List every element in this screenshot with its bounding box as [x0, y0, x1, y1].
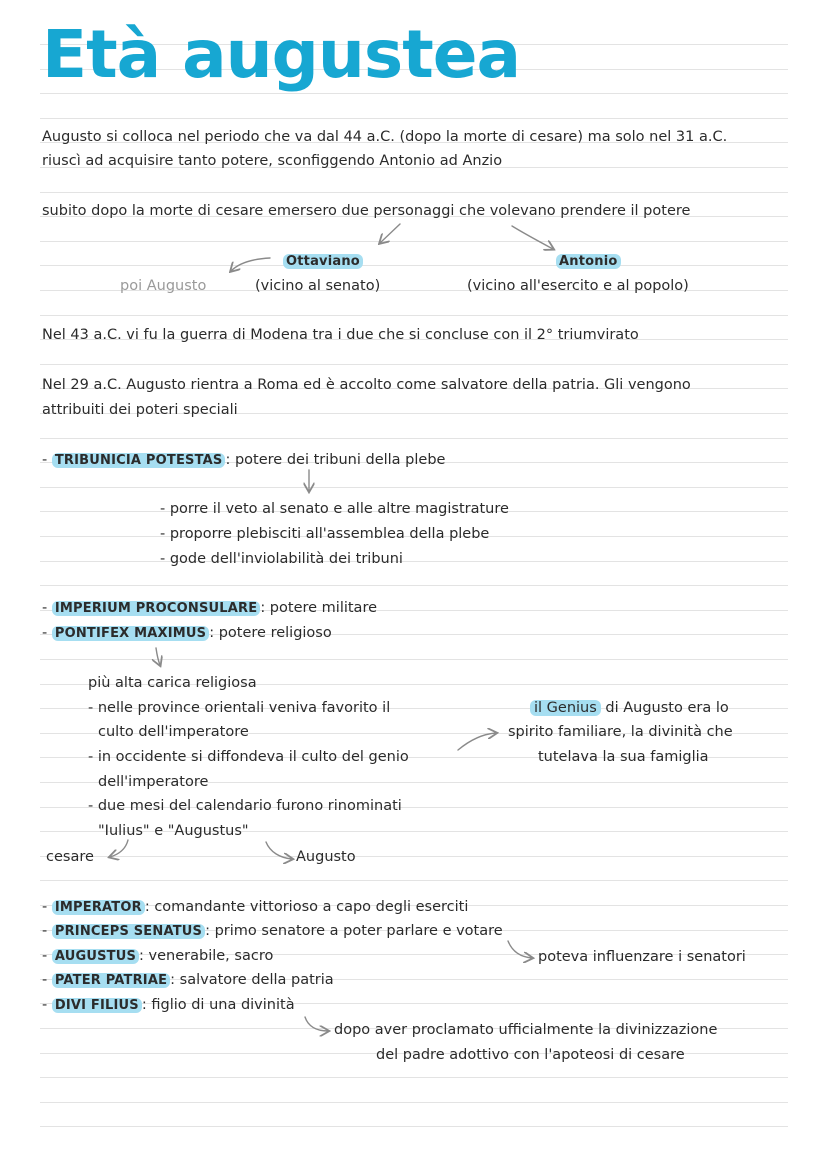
ruled-line — [40, 1077, 788, 1078]
ruled-line — [40, 364, 788, 365]
ruled-line — [40, 1126, 788, 1127]
pontifex-line-6: "Iulius" e "Augustus" — [98, 823, 249, 839]
genius-line-1 — [530, 699, 729, 718]
pontifex-line-4: dell'imperatore — [98, 774, 209, 790]
augusto-label: Augusto — [296, 849, 356, 865]
princeps-highlight: PRINCEPS SENATUS — [52, 924, 205, 939]
ruled-line — [40, 438, 788, 439]
ruled-line — [40, 880, 788, 881]
ruled-line — [40, 659, 788, 660]
tribunicia-item-2: - proporre plebisciti all'assemblea della plebe — [160, 526, 490, 542]
ottaviano-label — [283, 252, 363, 271]
tribunicia-item-1: - porre il veto al senato e alle altre magistrature — [160, 501, 509, 517]
imperium-line: - IMPERIUM PROCONSULARE : potere militare — [42, 600, 378, 616]
page-title: Età augustea — [42, 16, 521, 93]
princeps-note: poteva influenzare i senatori — [538, 949, 746, 965]
genius-line-3: tutelava la sua famiglia — [538, 749, 709, 765]
ruled-line — [40, 315, 788, 316]
ruled-line — [40, 856, 788, 857]
pater-desc: : salvatore della patria — [170, 972, 334, 988]
imperator-desc: : comandante vittorioso a capo degli eserciti — [144, 899, 469, 915]
pontifex-sub: più alta carica religiosa — [88, 675, 257, 691]
pontifex-line-5: - due mesi del calendario furono rinominati — [88, 798, 402, 814]
pontifex-line-1: - nelle province orientali veniva favorito il — [88, 700, 391, 716]
antonio-note: (vicino all'esercito e al popolo) — [467, 278, 689, 294]
ruled-line — [40, 585, 788, 586]
title-item-princeps: - PRINCEPS SENATUS : primo senatore a poter parlare e votare — [42, 923, 503, 939]
imperium-highlight: IMPERIUM PROCONSULARE — [52, 601, 260, 616]
ruled-line — [40, 561, 788, 562]
imperator-highlight: IMPERATOR — [52, 900, 145, 915]
intro-line-2: riuscì ad acquisire tanto potere, sconfiggendo Antonio ad Anzio — [42, 153, 503, 169]
pontifex-highlight: PONTIFEX MAXIMUS — [52, 626, 209, 641]
tribunicia-item-3: - gode dell'inviolabilità dei tribuni — [160, 551, 403, 567]
augustus-desc: : venerabile, sacro — [139, 948, 274, 964]
ruled-line — [40, 265, 788, 266]
pontifex-line-2: culto dell'imperatore — [98, 724, 249, 740]
ruled-line — [40, 241, 788, 242]
tribunicia-desc: : potere dei tribuni della plebe — [225, 452, 446, 468]
ruled-line — [40, 118, 788, 119]
later-name: poi Augusto — [120, 278, 207, 294]
ruled-line — [40, 487, 788, 488]
divi-desc: : figlio di una divinità — [141, 997, 295, 1013]
pater-highlight: PATER PATRIAE — [52, 973, 170, 988]
genius-highlight: il Genius — [530, 700, 601, 716]
intro-line-1: Augusto si colloca nel periodo che va dal 44 a.C. (dopo la morte di cesare) ma solo nel 31 a.C. — [42, 129, 728, 145]
pontifex-desc: : potere religioso — [209, 625, 332, 641]
divi-highlight: DIVI FILIUS — [52, 998, 142, 1013]
title-item-divi: - DIVI FILIUS : figlio di una divinità — [42, 997, 295, 1013]
pontifex-line-3: - in occidente si diffondeva il culto del genio — [88, 749, 409, 765]
ruled-line — [40, 192, 788, 193]
princeps-desc: : primo senatore a poter parlare e votare — [205, 923, 503, 939]
ruled-line — [40, 93, 788, 94]
succession-sentence: subito dopo la morte di cesare emersero due personaggi che volevano prendere il potere — [42, 203, 691, 219]
title-item-augustus: - AUGUSTUS : venerabile, sacro — [42, 948, 274, 964]
title-item-pater: - PATER PATRIAE : salvatore della patria — [42, 972, 334, 988]
genius-rest: di Augusto era lo — [600, 700, 729, 716]
title-item-imperator: - IMPERATOR : comandante vittorioso a capo degli eserciti — [42, 899, 469, 915]
cesare-label: cesare — [46, 849, 94, 865]
imperium-desc: : potere militare — [260, 600, 378, 616]
rome-line-1: Nel 29 a.C. Augusto rientra a Roma ed è accolto come salvatore della patria. Gli vengono — [42, 377, 691, 393]
modena-line: Nel 43 a.C. vi fu la guerra di Modena tra i due che si concluse con il 2° triumvirato — [42, 327, 639, 343]
tribunicia-line: - TRIBUNICIA POTESTAS : potere dei tribuni della plebe — [42, 452, 446, 468]
antonio-label — [556, 252, 621, 271]
ottaviano-note: (vicino al senato) — [255, 278, 381, 294]
pontifex-line: - PONTIFEX MAXIMUS : potere religioso — [42, 625, 332, 641]
ruled-line — [40, 1102, 788, 1103]
augustus-highlight: AUGUSTUS — [52, 949, 139, 964]
genius-line-2: spirito familiare, la divinità che — [508, 724, 733, 740]
divi-note-line-1: dopo aver proclamato ufficialmente la divinizzazione — [334, 1022, 718, 1038]
rome-line-2: attribuiti dei poteri speciali — [42, 402, 238, 418]
tribunicia-highlight: TRIBUNICIA POTESTAS — [52, 453, 226, 468]
antonio-highlight: Antonio — [556, 254, 621, 269]
ottaviano-highlight: Ottaviano — [283, 254, 363, 269]
divi-note-line-2: del padre adottivo con l'apoteosi di cesare — [376, 1047, 685, 1063]
